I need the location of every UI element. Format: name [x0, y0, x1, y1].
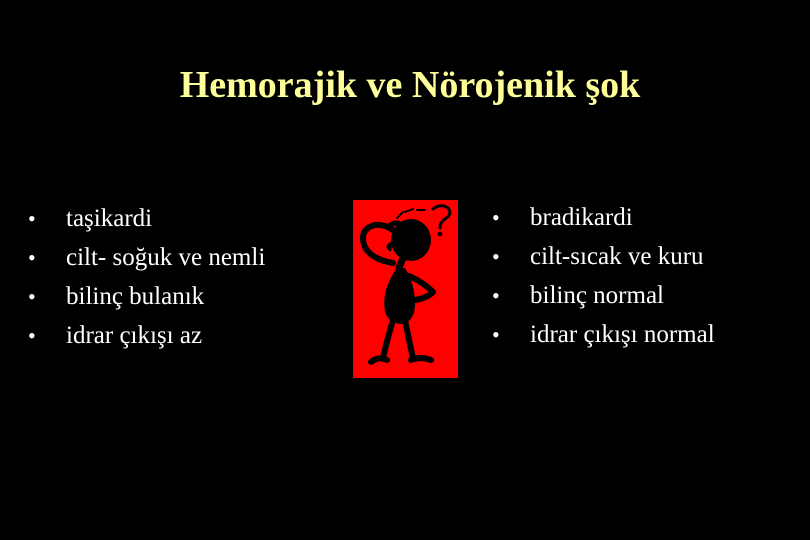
- confused-person-icon: [353, 200, 458, 378]
- bullet-icon: •: [28, 206, 36, 231]
- bullet-icon: •: [28, 284, 36, 309]
- bullet-icon: •: [492, 244, 500, 269]
- list-item: [28, 316, 265, 355]
- list-item-text: idrar çıkışı az: [66, 322, 203, 349]
- list-item: [492, 276, 715, 315]
- list-item: [492, 315, 715, 354]
- hemorrhagic-shock-list: [28, 199, 265, 355]
- list-item-text: taşikardi: [66, 205, 153, 232]
- list-item: [492, 198, 715, 237]
- bullet-icon: •: [28, 245, 36, 270]
- list-item: [28, 199, 265, 238]
- list-item: [28, 277, 265, 316]
- slide-title: Hemorajik ve Nörojenik şok: [179, 64, 641, 106]
- neurogenic-shock-list: [492, 198, 715, 354]
- list-item-text: cilt-sıcak ve kuru: [530, 243, 704, 270]
- list-item: [492, 237, 715, 276]
- bullet-icon: •: [492, 322, 500, 347]
- list-item: [28, 238, 265, 277]
- confused-person-drawing: [353, 200, 458, 378]
- list-item-text: bradikardi: [530, 204, 633, 231]
- list-item-text: bilinç normal: [530, 282, 664, 309]
- bullet-icon: •: [28, 323, 36, 348]
- list-item-text: cilt- soğuk ve nemli: [66, 244, 266, 271]
- bullet-icon: •: [492, 205, 500, 230]
- bullet-icon: •: [492, 283, 500, 308]
- list-item-text: bilinç bulanık: [66, 283, 205, 310]
- list-item-text: idrar çıkışı normal: [530, 321, 715, 348]
